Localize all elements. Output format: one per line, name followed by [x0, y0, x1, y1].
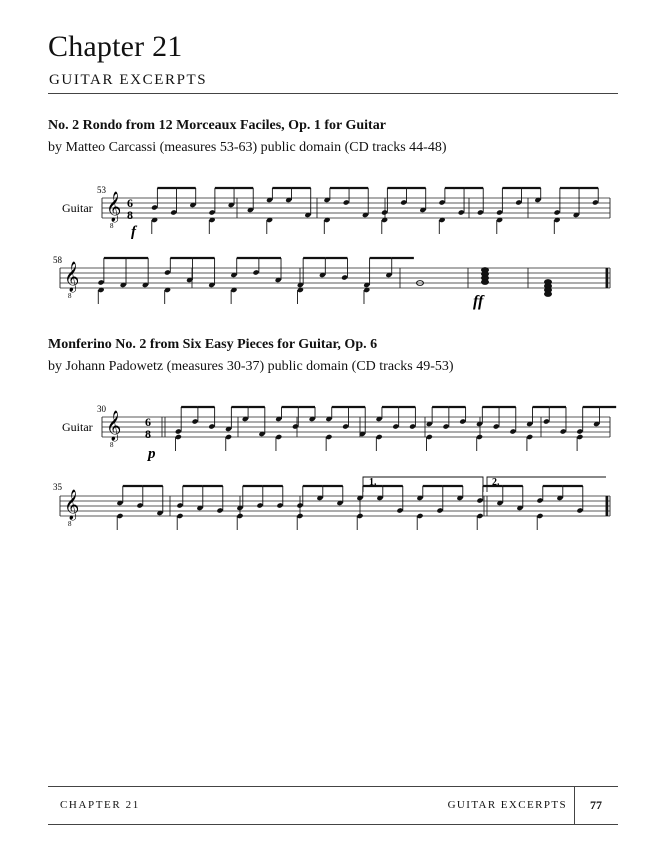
- excerpt-2-title: Monferino No. 2 from Six Easy Pieces for Guitar, Op. 6: [48, 337, 378, 352]
- ex1-chord-notehead: [545, 292, 552, 297]
- clef-octave-mark: 8: [68, 292, 72, 300]
- ending-2-bracket: [487, 477, 606, 492]
- excerpt-2-time-sig-top: 6: [145, 415, 151, 429]
- treble-clef-icon: 𝄞: [64, 262, 80, 292]
- footer-section: GUITAR EXCERPTS: [447, 799, 567, 811]
- excerpt-1-credit: by Matteo Carcassi (measures 53-63) public domain (CD tracks 44-48): [48, 140, 447, 155]
- clef-octave-mark: 8: [110, 222, 114, 230]
- ex1-chord-notehead: [482, 280, 489, 285]
- footer-rule-top: [48, 786, 618, 787]
- dynamic-fortissimo: ff: [473, 293, 484, 310]
- footer-chapter: CHAPTER 21: [60, 799, 140, 811]
- excerpt-1-title: No. 2 Rondo from 12 Morceaux Faciles, Op. 1 for Guitar: [48, 118, 386, 133]
- footer-divider: [574, 786, 575, 824]
- footer-rule-bottom: [48, 824, 618, 825]
- treble-clef-icon: 𝄞: [64, 490, 80, 520]
- excerpt-1-time-sig-bottom: 8: [127, 208, 133, 222]
- treble-clef-icon: 𝄞: [106, 411, 122, 441]
- dynamic-piano: p: [148, 446, 156, 462]
- ending-1-label: 1.: [369, 477, 377, 488]
- dynamic-forte: f: [131, 224, 136, 240]
- excerpt-2-measure-number-2: 35: [53, 482, 62, 492]
- clef-octave-mark: 8: [68, 520, 72, 528]
- excerpt-1-instrument-label: Guitar: [62, 201, 93, 215]
- excerpt-2-time-sig-bottom: 8: [145, 427, 151, 441]
- excerpt-1-measure-number: 53: [97, 185, 106, 195]
- excerpt-1-time-sig-top: 6: [127, 196, 133, 210]
- excerpt-2-measure-number: 30: [97, 404, 106, 414]
- clef-octave-mark: 8: [110, 441, 114, 449]
- excerpt-1-measure-number-2: 58: [53, 255, 62, 265]
- excerpt-2-credit: by Johann Padowetz (measures 30-37) public domain (CD tracks 49-53): [48, 359, 454, 374]
- chapter-subtitle: GUITAR EXCERPTS: [49, 72, 208, 88]
- ending-2-label: 2.: [492, 477, 500, 488]
- excerpt-2-instrument-label: Guitar: [62, 420, 93, 434]
- page-number: 77: [590, 798, 602, 812]
- chapter-title: Chapter 21: [48, 30, 183, 63]
- treble-clef-icon: 𝄞: [106, 192, 122, 222]
